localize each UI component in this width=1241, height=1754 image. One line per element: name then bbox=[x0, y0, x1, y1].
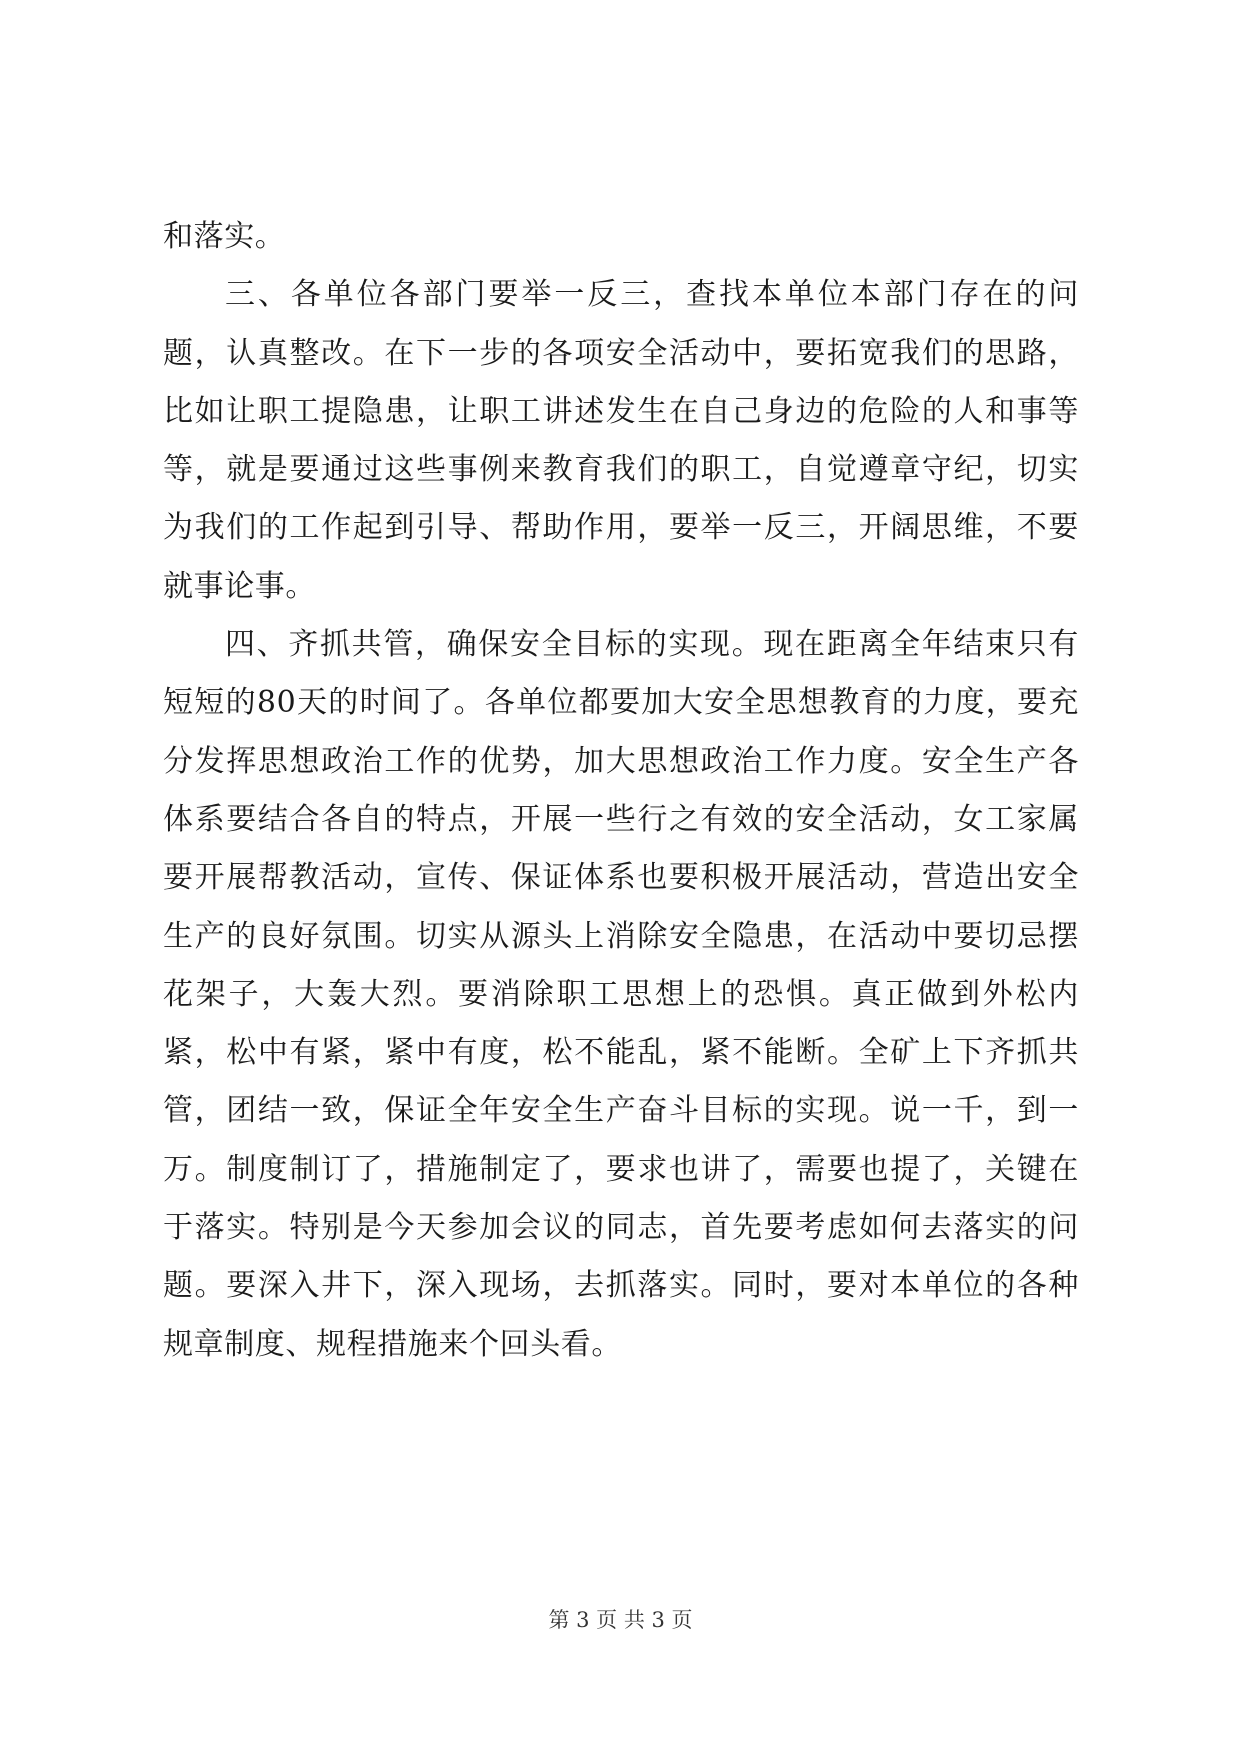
paragraph-continuation: 和落实。 bbox=[163, 219, 286, 254]
page-number-footer: 第 3 页 共 3 页 bbox=[548, 1608, 693, 1632]
paragraph-section-four: 四、齐抓共管，确保安全目标的实现。现在距离全年结束只有短短的80天的时间了。各单位都要加大安全思想教育的力度，要充分发挥思想政治工作的优势，加大思想政治工作力度。安全生产各体系要结合各自的特点，开展一些行之有效的安全活动，女工家属要开展帮教活动，宣传、保证体系也要积极开展活动，营造出安全生产的良好氛围。切实从源头上消除安全隐患，在活动中要切忌摆花架子，大轰大烈。要消除职工思想上的恐惧。真正做到外松内紧，松中有紧，紧中有度，松不能乱，紧不能断。全矿上下齐抓共管，团结一致，保证全年安全生产奋斗目标的实现。说一千，到一万。制度制订了，措施制定了，要求也讲了，需要也提了，关键在于落实。特别是今天参加会议的同志，首先要考虑如何去落实的问题。要深入井下，深入现场，去抓落实。同时，要对本单位的各种规章制度、规程措施来个回头看。 bbox=[163, 627, 1079, 1362]
paragraph-section-three: 三、各单位各部门要举一反三，查找本单位本部门存在的问题，认真整改。在下一步的各项安全活动中，要拓宽我们的思路，比如让职工提隐患，让职工讲述发生在自己身边的危险的人和事等等，就是要通过这些事例来教育我们的职工，自觉遵章守纪，切实为我们的工作起到引导、帮助作用，要举一反三，开阔思维，不要就事论事。 bbox=[163, 277, 1079, 604]
document-body bbox=[163, 208, 1079, 1374]
